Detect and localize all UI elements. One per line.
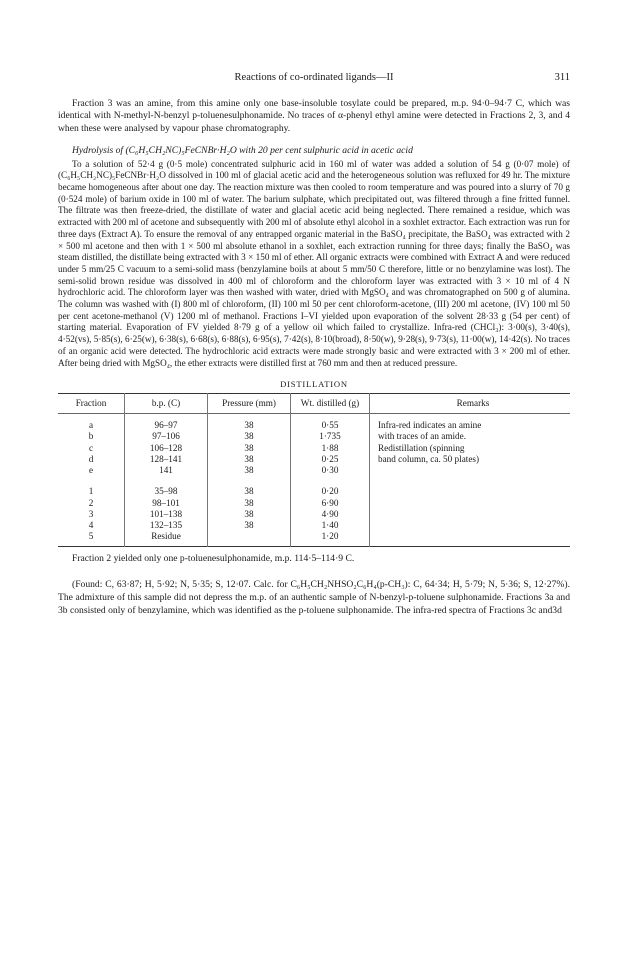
cell-weight: 0·55 [291, 414, 370, 432]
document-page [58, 72, 570, 617]
cell-bp: 98–101 [125, 498, 208, 509]
cell-fraction: 4 [88, 519, 94, 530]
column-header-pressure: Pressure (mm) [208, 394, 291, 414]
cell-pressure [208, 531, 291, 547]
cell-remarks [370, 520, 571, 531]
cell-pressure: 38 [208, 454, 291, 465]
cell-weight: 0·20 [291, 476, 370, 497]
cell-remarks [370, 476, 571, 497]
table-row [58, 476, 570, 497]
cell-pressure: 38 [208, 520, 291, 531]
page-number: 311 [554, 72, 570, 83]
cell-remarks [370, 465, 571, 476]
cell-remarks: Redistillation (spinning [370, 443, 571, 454]
cell-bp: 141 [125, 465, 208, 476]
cell-fraction: 1 [88, 486, 94, 497]
cell-bp: 128–141 [125, 454, 208, 465]
cell-bp: 106–128 [125, 443, 208, 454]
table-row [58, 414, 570, 432]
cell-fraction: b [88, 431, 94, 442]
cell-pressure: 38 [208, 476, 291, 497]
cell-bp: 97–106 [125, 431, 208, 442]
page-header [58, 72, 570, 88]
cell-pressure: 38 [208, 498, 291, 509]
cell-pressure: 38 [208, 465, 291, 476]
cell-pressure: 38 [208, 509, 291, 520]
cell-remarks: Infra-red indicates an amine [370, 414, 571, 432]
cell-bp: Residue [125, 531, 208, 547]
cell-bp: 101–138 [125, 509, 208, 520]
paragraph-analysis: (Found: C, 63·87; H, 5·92; N, 5·35; S, 12·07. Calc. for C₆H₅CH₂NHSO₂C₆H₄(p-CH₃): C, 64·34; H, 5·79; N, 5·36; S, 12·27%). The admixture of this sample did not depress the m.p. of an authentic sample of N-benzyl-p-toluene sulphonamide. Fractions 3a and 3b consisted only of benzylamine, which was identified as the p-toluene sulphonamide. The infra-red spectra of Fractions 3c and3d [58, 578, 570, 616]
paragraph-fraction-3: Fraction 3 was an amine, from this amine only one base-insoluble tosylate could be prepared, m.p. 94·0–94·7 C, which was identical with N-methyl-N-benzyl p-toluenesulphonamide. No traces of α-phenyl ethyl amine were detected in Fractions 2, 3, and 4 when these were analysed by vapour phase chromatography. [58, 98, 570, 134]
table-row [58, 531, 570, 547]
cell-fraction: 5 [88, 531, 94, 542]
cell-fraction: e [88, 465, 94, 476]
table-row [58, 465, 570, 476]
cell-weight: 1·735 [291, 431, 370, 442]
cell-remarks [370, 498, 571, 509]
cell-fraction: 2 [88, 497, 94, 508]
cell-remarks: with traces of an amide. [370, 431, 571, 442]
table-title: DISTILLATION [280, 379, 348, 390]
table-row [58, 498, 570, 509]
cell-pressure: 38 [208, 431, 291, 442]
cell-pressure: 38 [208, 414, 291, 432]
cell-bp: 132–135 [125, 520, 208, 531]
cell-bp: 35–98 [125, 476, 208, 497]
cell-weight: 0·30 [291, 465, 370, 476]
cell-weight: 1·40 [291, 520, 370, 531]
cell-bp: 96–97 [125, 414, 208, 432]
table-row [58, 454, 570, 465]
table-row [58, 443, 570, 454]
table-header-row [58, 394, 570, 414]
cell-fraction: 3 [88, 508, 94, 519]
column-header-bp: b.p. (C) [125, 394, 208, 414]
cell-pressure: 38 [208, 443, 291, 454]
paragraph-fraction-2: Fraction 2 yielded only one p-toluenesulphonamide, m.p. 114·5–114·9 C. [72, 553, 355, 565]
cell-weight: 0·25 [291, 454, 370, 465]
cell-weight: 4·90 [291, 509, 370, 520]
cell-remarks: band column, ca. 50 plates) [370, 454, 571, 465]
cell-fraction: c [88, 442, 94, 453]
cell-remarks [370, 531, 571, 547]
cell-fraction: a [88, 420, 94, 431]
cell-weight: 6·90 [291, 498, 370, 509]
column-header-remarks: Remarks [370, 394, 571, 414]
table-row [58, 520, 570, 531]
column-header-weight: Wt. distilled (g) [291, 394, 370, 414]
cell-remarks [370, 509, 571, 520]
cell-weight: 1·20 [291, 531, 370, 547]
paragraph-procedure: To a solution of 52·4 g (0·5 mole) concentrated sulphuric acid in 160 ml of water was added a solution of 54 g (0·07 mole) of (C₆H₅CH₂NC)₅FeCNBr·H₂O dissolved in 100 ml of glacial acetic acid and the heterogeneous solution was refluxed for 49 hr. The mixture became homogeneous after about one day. The reaction mixture was then cooled to room temperature and was poured into a slurry of 70 g (0·524 mole) of barium oxide in 100 ml of water. The barium sulphate, which precipitated out, was filtered through a fine fritted funnel. The filtrate was then freeze-dried, the distillate of water and glacial acetic acid being neglected. There remained a residue, which was extracted with 200 ml of acetone and subsequently with 200 ml of absolute ethyl alcohol in a soxhlet extractor. Each extraction was run for three days (Extract A). To ensure the removal of any entrapped organic material in the BaSO₄ precipitate, the BaSO₄ was extracted with 2 × 500 ml acetone and then with 1 × 500 ml absolute ethanol in a soxhlet, each extraction running for three days; finally the BaSO₄ was steam distilled, the distillate being extracted with 3 × 150 ml of ether. All organic extracts were combined with Extract A and were reduced under 5 mm/25 C vacuum to a semi-solid mass (benzylamine boils at about 5 mm/50 C therefore, little or no benzylamine was lost). The semi-solid brown residue was dissolved in 400 ml of chloroform and the chloroform layer was extracted with 3 × 10 ml of 4 N hydrochloric acid. The chloroform layer was then washed with water, dried with MgSO₄ and was chromatographed on 500 g of alumina. The column was washed with (I) 800 ml of chloroform, (II) 100 ml 50 per cent chloroform-acetone, (III) 200 ml acetone, (IV) 100 ml 50 per cent acetone-methanol (V) 1200 ml of methanol. Fractions I–VI yielded upon evaporation of the solvent 28·33 g (54 per cent) of starting material. Evaporation of FV yielded 8·79 g of a yellow oil which failed to crystallize. Infra-red (CHCl₃): 3·00(s), 3·40(s), 4·52(vs), 5·85(s), 6·25(w), 6·38(s), 6·68(s), 6·88(s), 6·95(s), 7·42(s), 8·10(broad), 8·50(w), 9·28(s), 9·73(s), 11·00(w), 14·42(s). No traces of an organic acid were detected. The hydrochloric acid extracts were made strongly basic and were extracted with 3 × 200 ml of ether. After being dried with MgSO₄, the ether extracts were distilled first at 760 mm and then at reduced pressure. [58, 158, 570, 368]
section-heading: Hydrolysis of (C₆H₅CH₂NC)₅FeCNBr·H₂O with 20 per cent sulphuric acid in acetic acid [72, 145, 413, 157]
running-title: Reactions of co-ordinated ligands—II [234, 72, 394, 83]
cell-weight: 1·88 [291, 443, 370, 454]
table-row [58, 509, 570, 520]
cell-fraction: d [88, 453, 94, 464]
table-row [58, 431, 570, 442]
distillation-table [58, 393, 570, 547]
column-header-fraction: Fraction [75, 398, 107, 409]
